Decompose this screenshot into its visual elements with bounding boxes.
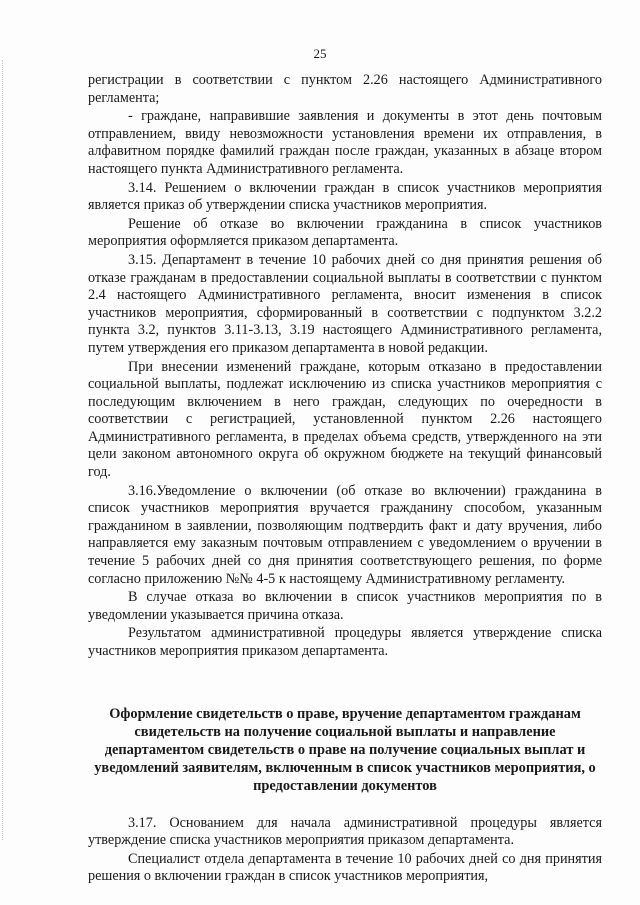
paragraph: В случае отказа во включении в список участников мероприятия по в уведомлении указывается причина отказа. — [88, 589, 602, 623]
page-number: 25 — [313, 46, 327, 61]
paragraph: 3.15. Департамент в течение 10 рабочих дней со дня принятия решения об отказе гражданам в предоставлении социальной выплаты в соответствии с пунктом 2.4 настоящего Административного регламента, вносит изменения в список участников мероприятия, сформированный в соответствии с подпунктом 3.2.2 пункта 3.2, пунктов 3.11-3.13, 3.19 настоящего Административного регламента, путем утверждения его приказом департамента в новой редакции. — [88, 251, 602, 356]
paragraph: - граждане, направившие заявления и документы в этот день почтовым отправлением, ввиду невозможности установления времени их отправления, в алфавитном порядке фамилий граждан после граждан, указанных в абзаце втором настоящего пункта Административного регламента. — [88, 108, 602, 177]
paragraphs-top — [88, 72, 602, 661]
scan-edge-marks — [2, 60, 9, 840]
section-heading: Оформление свидетельств о праве, вручение департаментом гражданам свидетельств на получение социальной выплаты и направление департаментом свидетельств о праве на получение социальных выплат и уведомлений заявителям, включенным в список участников мероприятия, о предоставлении документов — [94, 705, 596, 794]
paragraph: 3.14. Решением о включении граждан в список участников мероприятия является приказ об утверждении списка участников мероприятия. — [88, 179, 602, 214]
document-body — [88, 72, 602, 887]
paragraph: Решение об отказе во включении гражданина в список участников мероприятия оформляется приказом департамента. — [88, 215, 602, 250]
paragraph: 3.17. Основанием для начала административной процедуры является утверждение списка участников мероприятия приказом департамента. — [88, 814, 602, 849]
paragraph: Специалист отдела департамента в течение 10 рабочих дней со дня принятия решения о включении граждан в список участников мероприятия, — [88, 850, 602, 885]
paragraph: 3.16.Уведомление о включении (об отказе во включении) гражданина в список участников мероприятия вручается гражданину способом, указанным гражданином в заявлении, позволяющим подтвердить факт и дату вручения, либо направляется ему заказным почтовым отправлением с уведомлением о вручении в течение 5 рабочих дней со дня принятия соответствующего решения, по форме согласно приложению №№ 4-5 к настоящему Административному регламенту. — [88, 482, 602, 587]
paragraph: регистрации в соответствии с пунктом 2.26 настоящего Административного регламента; — [88, 72, 602, 106]
paragraph: Результатом административной процедуры является утверждение списка участников мероприятия приказом департамента. — [88, 625, 602, 659]
paragraphs-bottom — [88, 815, 602, 886]
paragraph: При внесении изменений граждане, которым отказано в предоставлении социальной выплаты, подлежат исключению из списка участников мероприятия с последующим включением в него граждан, следующих по очередности в соответствии с регистрацией, установленной пунктом 2.26 настоящего Административного регламента, в пределах объема средств, утвержденного на эти цели законом автономного округа об окружном бюджете на текущий финансовый год. — [88, 358, 602, 481]
